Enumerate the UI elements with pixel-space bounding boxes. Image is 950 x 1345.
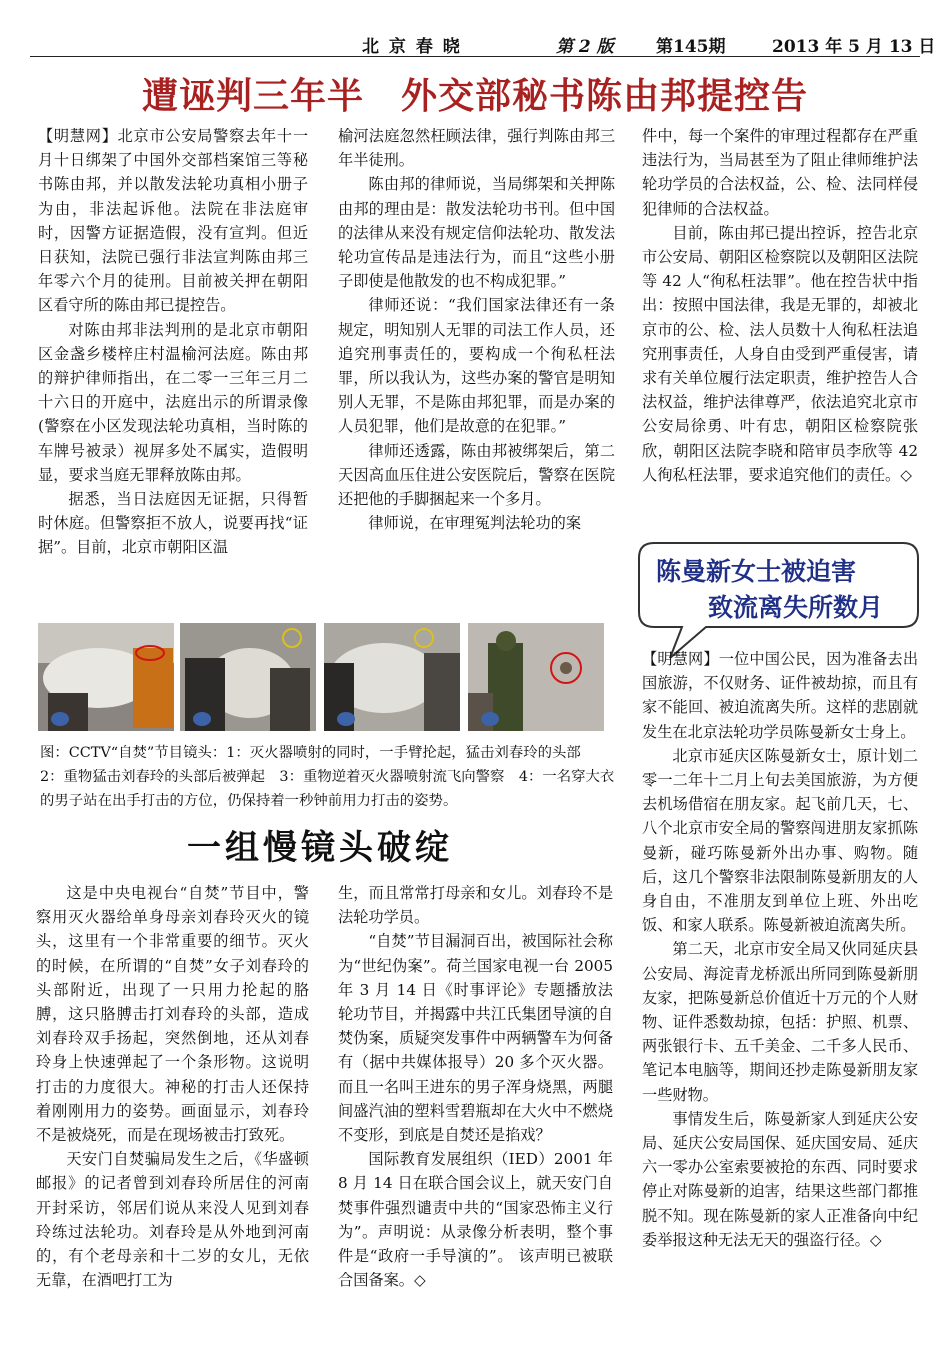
paragraph: “自焚”节目漏洞百出，被国际社会称为“世纪伪案”。荷兰国家电视一台 2005 年 3 月 14 日《时事评论》专题播放法轮功节目，并揭露中共江氏集团导演的自焚伪案，质疑突发事件中两辆警车为何备有（据中共媒体报导）20 多个灭火器。而且一名叫王进东的男子浑身烧黑，两腿间盛汽油的塑料雪碧瓶却在大火中不燃烧不变形，到底是自焚还是掐戏？ <box>338 932 613 1145</box>
paragraph: 国际教育发展组织（IED）2001 年 8 月 14 日在联合国会议上，就天安门自焚事件强烈谴责中共的“国家恐怖主义行为”。声明说：从录像分析表明，整个事件是“政府一手导演的”。 该声明已被联合国备案。◇ <box>338 1150 613 1290</box>
article1-column-1 <box>38 124 308 610</box>
paragraph: 【明慧网】北京市公安局警察去年十一月十日绑架了中国外交部档案馆三等秘书陈由邦，并以散发法轮功真相小册子为由，非法起诉他。法院在非法庭审时，因警方证据造假，没有宣判。但近日获知，法院已强行非法宣判陈由邦三年零六个月的徒刑。目前被关押在朝阳区看守所的陈由邦已提控告。 <box>38 127 308 315</box>
article3-title-line-2: 致流离失所数月 <box>708 593 884 622</box>
paragraph: 陈由邦的律师说，当局绑架和关押陈由邦的理由是：散发法轮功书刊。但中国的法律从来没有规定信仰法轮功、散发法轮功宣传品是违法行为，而且“这些小册子即使是他散发的也不构成犯罪。” <box>338 175 615 291</box>
paragraph: 件中，每一个案件的审理过程都存在严重违法行为，当局甚至为了阻止律师维护法轮功学员的合法权益，公、检、法同样侵犯律师的合法权益。 <box>642 127 918 218</box>
cctv-frame-3 <box>324 623 460 731</box>
paragraph: 榆河法庭忽然枉顾法律，强行判陈由邦三年半徒刑。 <box>338 127 615 170</box>
paragraph: 目前，陈由邦已提出控诉，控告北京市公安局、朝阳区检察院以及朝阳区法院等 42 人“徇私枉法罪”。他在控告状中指出：按照中国法律，我是无罪的，却被北京市的公、检、法人员数十人徇私枉法追究刑事责任，人身自由受到严重侵害，请求有关单位履行法定职责，维护控告人合法权益，维护法律尊严，依法追究北京市公安局徐勇、叶有忠，朝阳区检察院张欣，朝阳区法院李晓和陪审员李欣等 42 人徇私枉法罪，要求追究他们的责任。◇ <box>642 223 918 484</box>
paragraph: 律师还说：“我们国家法律还有一条规定，明知别人无罪的司法工作人员，还追究刑事责任的，要构成一个徇私枉法罪，所以我认为，这些办案的警官是明知别人无罪，不是陈由邦犯罪，而是办案的人员犯罪，他们是故意的在犯罪。” <box>338 296 615 436</box>
article3-column <box>642 647 918 1313</box>
cctv-frame-2 <box>180 623 316 731</box>
paragraph: 天安门自焚骗局发生之后，《华盛顿邮报》的记者曾到刘春玲所居住的河南开封采访，邻居们说从来没人见到刘春玲练过法轮功。刘春玲是从外地到河南的，有个老母亲和十二岁的女儿，无依无靠，在酒吧打工为 <box>36 1150 309 1290</box>
article1-column-2 <box>338 124 615 610</box>
paragraph: 【明慧网】一位中国公民，因为准备去出国旅游，不仅财务、证件被劫掠，而且有家不能回、被迫流离失所。这样的悲剧就发生在北京法轮功学员陈曼新女士身上。 <box>642 650 918 741</box>
cctv-frame-1 <box>38 623 174 731</box>
issue-number: 第145期 <box>656 37 726 57</box>
publication-name: 北 京 春 晓 <box>362 37 462 57</box>
issue-date: 2013 年 5 月 13 日 <box>772 37 936 57</box>
paragraph: 生，而且常常打母亲和女儿。刘春玲不是法轮功学员。 <box>338 884 613 927</box>
masthead-bar <box>30 30 936 57</box>
article3-title-line-1: 陈曼新女士被迫害 <box>656 557 857 586</box>
photo-caption: 图：CCTV“自焚”节目镜头：1：灭火器喷射的同时，一手臂抡起，猛击刘春玲的头部 2：重物猛击刘春玲的头部后被弹起 3：重物逆着灭火器喷射流飞向警察 4：一名穿大衣的男子站在出手打击的方位，仍保持着一秒钟前用力打击的姿势。 <box>40 745 615 809</box>
article1-headline: 遭诬判三年半 外交部秘书陈由邦提控告 <box>141 75 808 117</box>
cctv-frames-strip <box>38 623 605 733</box>
article2-headline: 一组慢镜头破绽 <box>187 828 453 868</box>
cctv-frame-4 <box>468 623 604 731</box>
paragraph: 北京市延庆区陈曼新女士，原计划二零一二年十二月上旬去美国旅游，为方便去机场借宿在朋友家。起飞前几天，七、八个北京市安全局的警察闯进朋友家抓陈曼新，碰巧陈曼新外出办事、购物。随后，这几个警察非法限制陈曼新朋友的人身自由，不准朋友到单位上班、外出吃饭、和家人联系。陈曼新被迫流离失所。 <box>642 746 918 935</box>
edition-label: 第 2 版 <box>556 37 614 57</box>
paragraph: 事情发生后，陈曼新家人到延庆公安局、延庆公安局国保、延庆国安局、延庆六一零办公室索要被抢的东西、同时要求停止对陈曼新的迫害，结果这些部门都推脱不知。现在陈曼新的家人正准备向中纪委举报这种无法无天的强盗行径。◇ <box>642 1109 918 1249</box>
article2-column-2 <box>338 881 613 1313</box>
paragraph: 这是中央电视台“自焚”节目中，警察用灭火器给单身母亲刘春玲灭火的镜头，这里有一个非常重要的细节。灭火的时候，在所谓的“自焚”女子刘春玲的头部附近，出现了一只用力抡起的胳膊，这只胳膊击打刘春玲的头部，造成刘春玲双手扬起，突然倒地，还从刘春玲身上快速弹起了一个条形物。这说明打击的力度很大。神秘的打击人还保持着刚刚用力的姿势。画面显示，刘春玲不是被烧死，而是在现场被击打致死。 <box>36 884 309 1145</box>
paragraph: 第二天，北京市安全局又伙同延庆县公安局、海淀青龙桥派出所同到陈曼新朋友家，把陈曼新总价值近十万元的个人财物、证件悉数劫掠，包括：护照、机票、两张银行卡、五千美金、二千多人民币、笔记本电脑等，期间还抄走陈曼新朋友家一些财物。 <box>642 940 918 1104</box>
paragraph: 律师说，在审理冤判法轮功的案 <box>368 514 582 533</box>
speech-bubble-headline <box>636 540 921 662</box>
paragraph: 律师还透露，陈由邦被绑架后，第二天因高血压住进公安医院后，警察在医院还把他的手脚捆起来一个多月。 <box>338 441 615 509</box>
article1-column-3 <box>642 124 918 536</box>
paragraph: 据悉，当日法庭因无证据，只得暂时休庭。但警察拒不放人，说要再找“证据”。目前，北京市朝阳区温 <box>38 490 308 557</box>
article2-column-1 <box>36 881 309 1313</box>
paragraph: 对陈由邦非法判刑的是北京市朝阳区金盏乡楼梓庄村温榆河法庭。陈由邦的辩护律师指出，在二零一三年三月二十六日的开庭中，法庭出示的所谓录像(警察在小区发现法轮功真相，当时陈的车牌号被录）视屏多处不属实，造假明显，要求当庭无罪释放陈由邦。 <box>38 320 308 484</box>
